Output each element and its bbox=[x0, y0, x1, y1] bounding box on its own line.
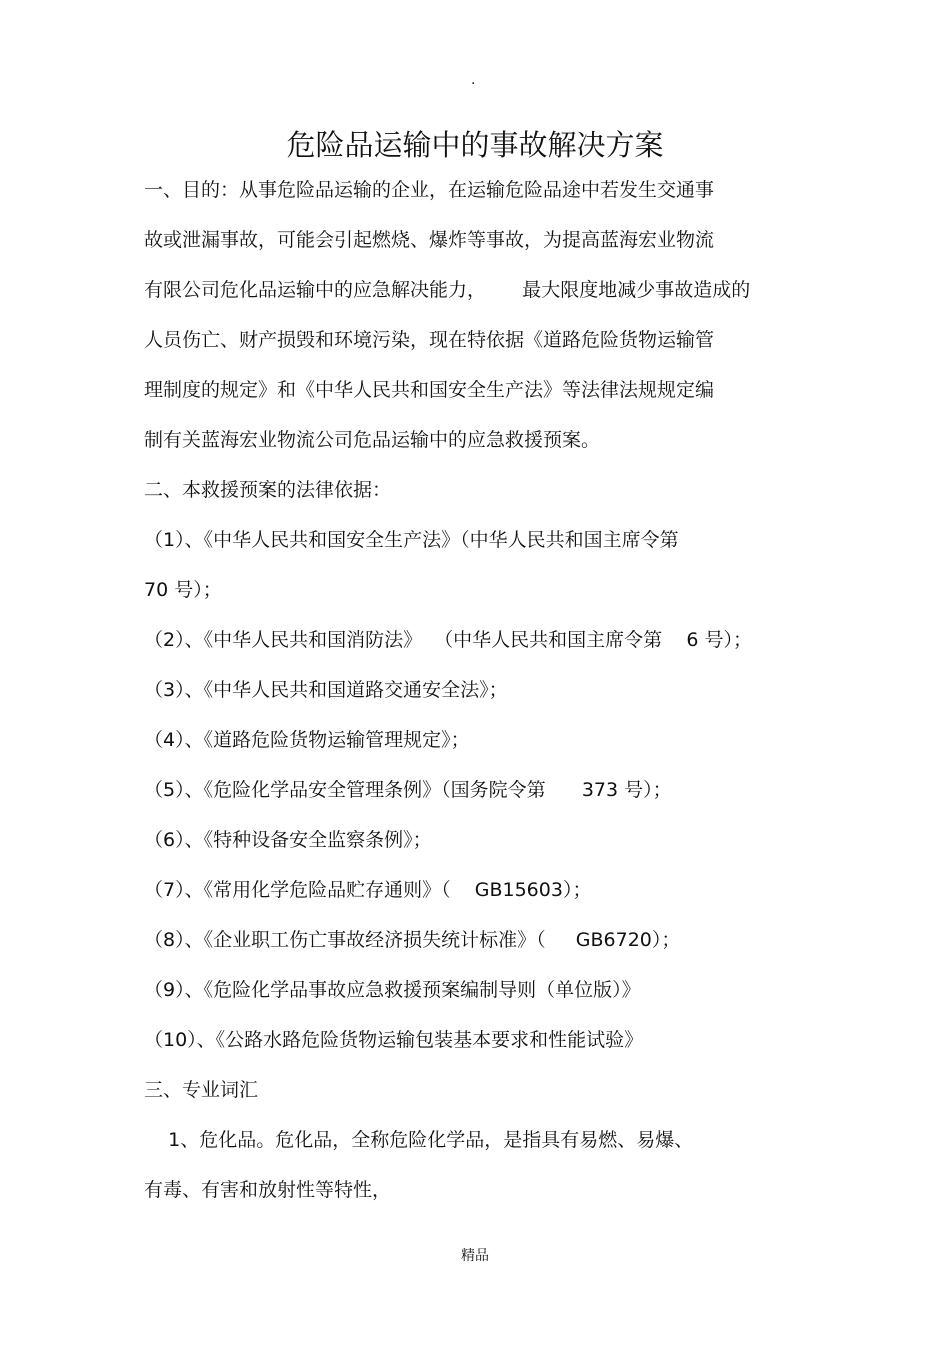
list-item: （10）、《公路水路危险货物运输包装基本要求和性能试验》 bbox=[144, 1029, 644, 1051]
list-item: （3）、《中华人民共和国道路交通安全法》； bbox=[144, 679, 508, 701]
list-item: （5）、《危险化学品安全管理条例》（国务院令第 373 号）； bbox=[144, 779, 672, 801]
paragraph-line: 一、目的：从事危险品运输的企业，在运输危险品途中若发生交通事 bbox=[144, 179, 715, 201]
section-heading: 三、专业词汇 bbox=[144, 1079, 259, 1101]
list-item: 70 号）； bbox=[144, 579, 222, 601]
page-footer: 精品 bbox=[461, 1248, 489, 1264]
header-dot: . bbox=[471, 72, 476, 88]
list-item: （4）、《道路危险货物运输管理规定》； bbox=[144, 729, 470, 751]
paragraph-line: 1、危化品。危化品，全称危险化学品，是指具有易燃、易爆、 bbox=[144, 1129, 694, 1151]
list-item: （9）、《危险化学品事故应急救援预案编制导则（单位版）》 bbox=[144, 979, 641, 1001]
list-item: （8）、《企业职工伤亡事故经济损失统计标准》（ GB6720）； bbox=[144, 929, 681, 951]
paragraph-line: 有毒、有害和放射性等特性， bbox=[144, 1179, 392, 1201]
paragraph-line: 人员伤亡、财产损毁和环境污染，现在特依据《道路危险货物运输管 bbox=[144, 329, 715, 351]
page-title: 危险品运输中的事故解决方案 bbox=[286, 128, 664, 162]
paragraph-line: 制有关蓝海宏业物流公司危品运输中的应急救援预案。 bbox=[144, 429, 601, 451]
list-item: （7）、《常用化学危险品贮存通则》（ GB15603）； bbox=[144, 879, 592, 901]
paragraph-line: 理制度的规定》和《中华人民共和国安全生产法》等法律法规规定编 bbox=[144, 379, 715, 401]
paragraph-line: 故或泄漏事故，可能会引起燃烧、爆炸等事故，为提高蓝海宏业物流 bbox=[144, 229, 715, 251]
section-heading: 二、本救援预案的法律依据： bbox=[144, 479, 392, 501]
paragraph-line: 有限公司危化品运输中的应急解决能力， 最大限度地减少事故造成的 bbox=[144, 279, 751, 301]
list-item: （6）、《特种设备安全监察条例》； bbox=[144, 829, 432, 851]
list-item: （1）、《中华人民共和国安全生产法》（中华人民共和国主席令第 bbox=[144, 529, 679, 551]
list-item: （2）、《中华人民共和国消防法》 （中华人民共和国主席令第 6 号）； bbox=[144, 629, 752, 651]
